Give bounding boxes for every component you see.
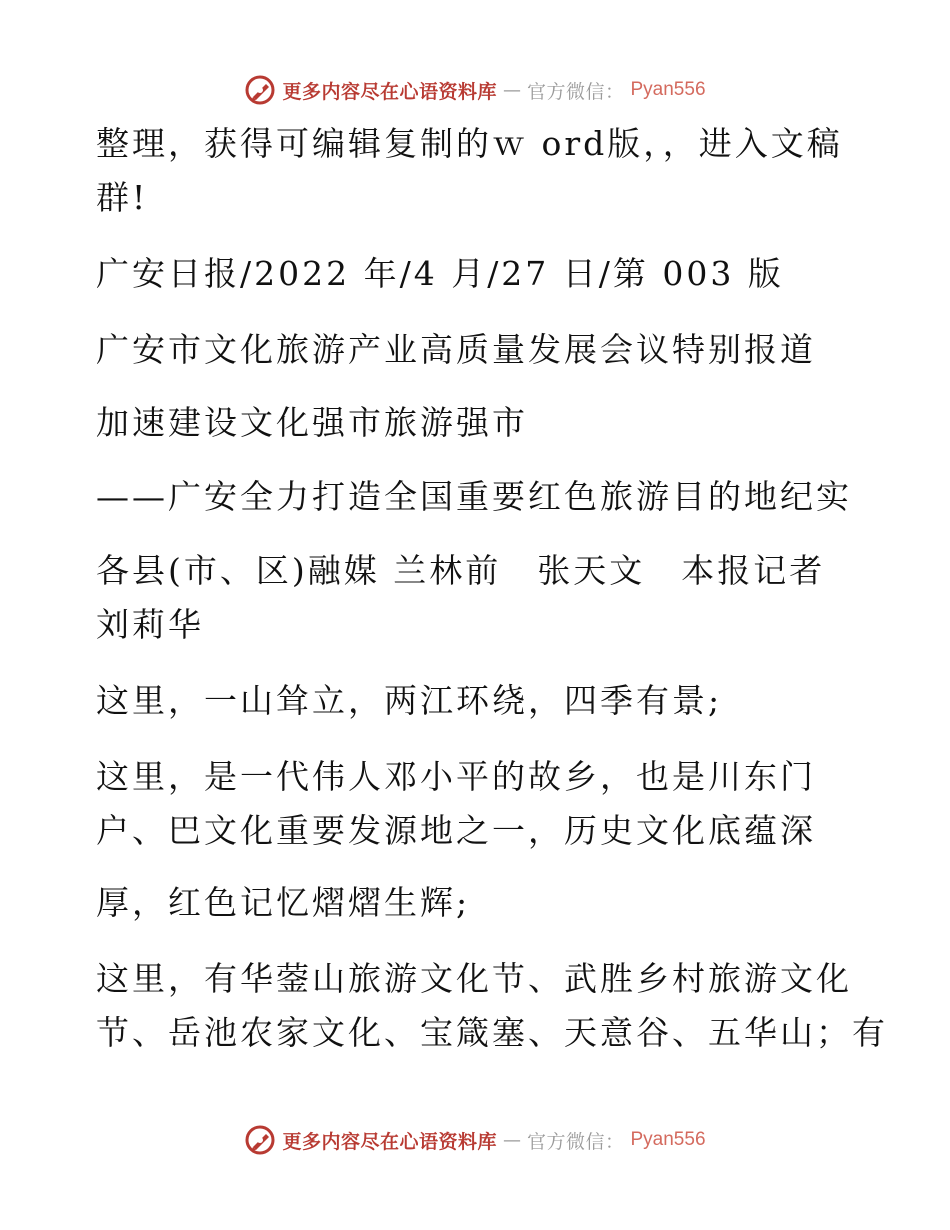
banner-wechat-id: Pyan556 <box>630 79 706 100</box>
banner-separator: — <box>502 1129 521 1151</box>
text-line-1: 整理，获得可编辑复制的ｗ ord版，，进入文稿 <box>96 124 843 163</box>
pen-logo-icon <box>244 74 276 106</box>
text-line-7: 各县(市、区)融媒 兰林前 张天文 本报记者 <box>96 551 826 590</box>
text-line-8: 刘莉华 <box>96 605 204 644</box>
text-line-12: 厚，红色记忆熠熠生辉; <box>96 883 471 922</box>
document-body <box>96 124 888 1053</box>
text-line-14: 节、岳池农家文化、宝箴塞、天意谷、五华山；有 <box>96 1013 888 1052</box>
text-line-11: 户、巴文化重要发源地之一，历史文化底蕴深 <box>96 811 816 850</box>
text-line-10: 这里，是一代伟人邓小平的故乡，也是川东门 <box>96 757 816 796</box>
footer-watermark-banner <box>0 1120 950 1160</box>
banner-separator: — <box>502 79 521 101</box>
text-line-6: ——广安全力打造全国重要红色旅游目的地纪实 <box>96 477 852 516</box>
text-line-2: 群! <box>96 178 149 217</box>
banner-wechat-id: Pyan556 <box>630 1129 706 1150</box>
text-line-13: 这里，有华蓥山旅游文化节、武胜乡村旅游文化 <box>96 959 852 998</box>
banner-slogan: 更多内容尽在心语资料库 <box>282 80 497 103</box>
text-line-3: 广安日报/2022 年/4 月/27 日/第 003 版 <box>96 254 784 293</box>
banner-slogan: 更多内容尽在心语资料库 <box>282 1130 497 1153</box>
text-line-9: 这里，一山耸立，两江环绕，四季有景; <box>96 681 723 720</box>
text-line-5: 加速建设文化强市旅游强市 <box>96 403 528 442</box>
banner-official-label: 官方微信： <box>526 80 625 103</box>
text-line-4: 广安市文化旅游产业高质量发展会议特别报道 <box>96 330 816 369</box>
banner-official-label: 官方微信： <box>526 1130 625 1153</box>
header-watermark-banner <box>0 70 950 110</box>
pen-logo-icon <box>244 1124 276 1156</box>
